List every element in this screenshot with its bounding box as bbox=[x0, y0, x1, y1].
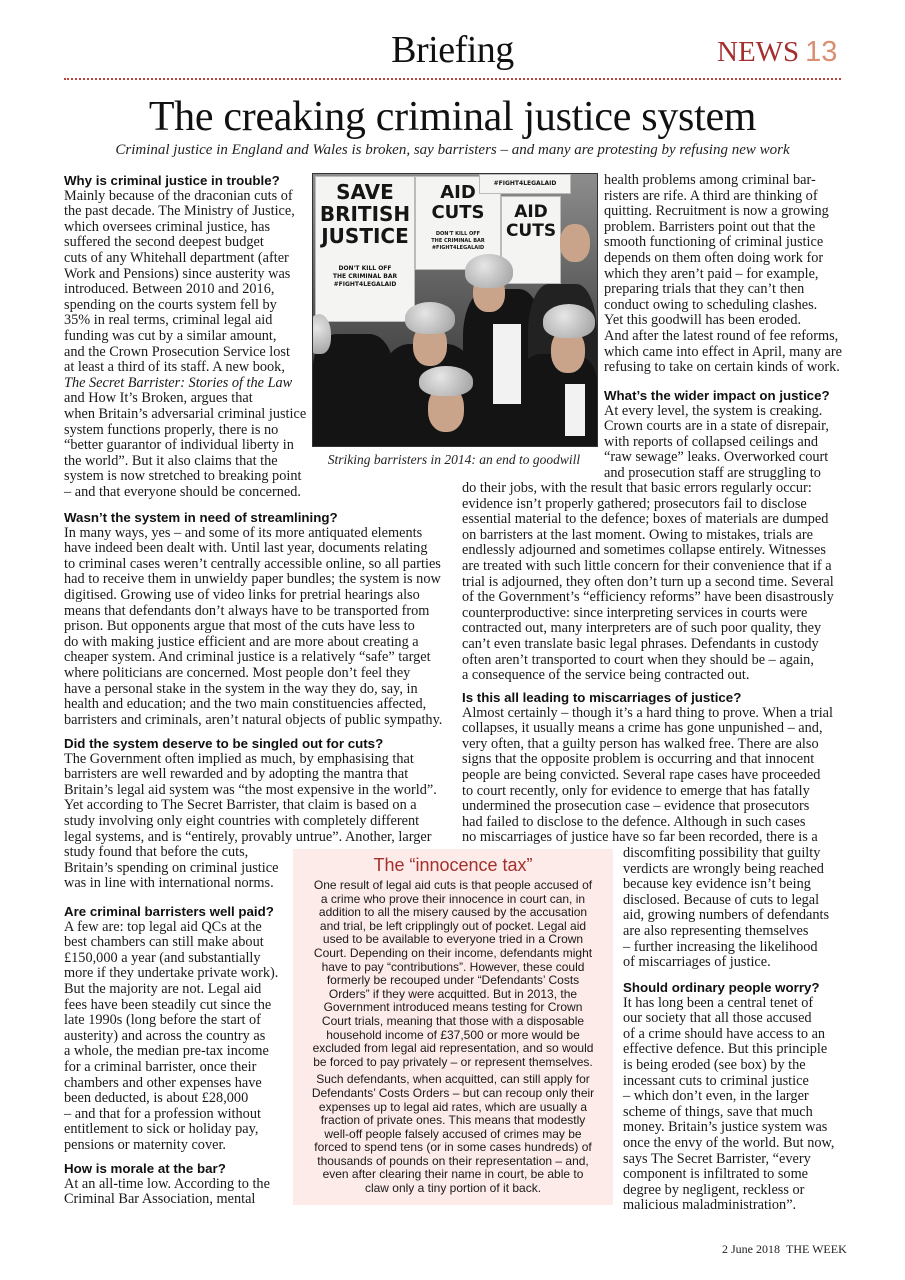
text-line: degree by negligent, reckless or bbox=[623, 1181, 805, 1198]
text-line: where politicians are concerned. Most people don’t feel they bbox=[64, 664, 411, 681]
innocence-tax-box bbox=[293, 849, 613, 1205]
text-line: – and that everyone should be concerned. bbox=[64, 483, 302, 500]
text-line: austerity) and across the country as bbox=[64, 1027, 266, 1044]
text-line: of the Government’s “efficiency reforms” have been disastrously bbox=[462, 589, 834, 606]
text-line: do their jobs, with the result that basic errors regularly occur: bbox=[462, 480, 812, 496]
text-line: preparing trials that they can’t then bbox=[604, 281, 805, 298]
photo-caption: Striking barristers in 2014: an end to goodwill bbox=[327, 452, 581, 467]
text-line: the past decade. The Ministry of Justice, bbox=[64, 203, 295, 220]
text-line: Britain’s legal aid system was “the most expensive in the world”. bbox=[64, 781, 437, 798]
photo-sign-hashtag: #FIGHT4LEGALAID bbox=[479, 174, 571, 194]
text-line: on barristers at the last moment. Owing to mistakes, trials are bbox=[462, 526, 813, 543]
box-line: Court. Depending on their income, defendants might bbox=[313, 945, 593, 960]
text-line: evidence isn’t properly gathered; prosecutors fail to disclose bbox=[462, 495, 807, 512]
text-line: risters are rife. A third are thinking of bbox=[604, 187, 818, 204]
text-line: means that defendants don’t always have to be transported from bbox=[64, 602, 430, 619]
text-line: counterproductive: since interpreting services in courts were bbox=[462, 604, 808, 621]
text-line: cheaper system. And criminal justice is a relatively “safe” target bbox=[64, 649, 431, 666]
page-number: 13 bbox=[805, 36, 838, 68]
text-line: In many ways, yes – and some of its more antiquated elements bbox=[64, 524, 423, 541]
text-line: Almost certainly – though it’s a hard thing to prove. When a trial bbox=[462, 704, 833, 721]
text-line: – further increasing the likelihood bbox=[623, 938, 818, 955]
text-line: have a personal stake in the system in the way they do, say, in bbox=[64, 680, 418, 697]
section-ordinary-people bbox=[623, 980, 845, 1214]
text-line: study involving only eight countries with completely different bbox=[64, 812, 420, 829]
text-line: introduced. Between 2010 and 2016, bbox=[64, 281, 275, 298]
box-line: addition to all the misery caused by the accusation bbox=[318, 905, 588, 920]
text-line: to court recently, only for evidence to emerge that has fatally bbox=[462, 782, 810, 799]
text-line: It has long been a central tenet of bbox=[623, 994, 814, 1011]
text-line: study found that before the cuts, bbox=[64, 844, 249, 861]
box-line: Such defendants, when acquitted, can still apply for bbox=[316, 1072, 590, 1087]
text-line: best chambers can still make about bbox=[64, 934, 264, 951]
publication-name: THE WEEK bbox=[786, 1242, 847, 1256]
photo-bands bbox=[493, 324, 521, 404]
text-line: The Government often implied as much, by emphasising that bbox=[64, 750, 414, 767]
text-line: which they aren’t paid – for example, bbox=[604, 265, 819, 282]
box-line: a crime who prove their innocence in court can, in bbox=[320, 891, 586, 906]
text-line: Yet according to The Secret Barrister, that claim is based on a bbox=[64, 797, 417, 814]
text-line: because key evidence isn’t being bbox=[623, 876, 811, 893]
text-line: refusing to take on certain kinds of work. bbox=[604, 359, 840, 376]
text-line: “better guarantor of individual liberty in bbox=[64, 437, 294, 454]
text-line: scheme of things, save that much bbox=[623, 1103, 813, 1120]
box-line: One result of legal aid cuts is that people accused of bbox=[313, 878, 593, 892]
text-line: once the envy of the world. But now, bbox=[623, 1134, 835, 1151]
box-line: be forced to pay privately – or represent themselves. bbox=[313, 1054, 593, 1069]
text-line: effective defence. But this principle bbox=[623, 1041, 828, 1058]
text-line: At an all-time low. According to the bbox=[64, 1175, 270, 1192]
question-heading: Are criminal barristers well paid? bbox=[64, 904, 274, 919]
header-divider bbox=[64, 78, 841, 80]
text-line: when Britain’s adversarial criminal justice bbox=[64, 405, 307, 422]
text-line: fees have been steadily cut since the bbox=[64, 996, 272, 1013]
box-line: used to be available to everyone tried in a Crown bbox=[322, 932, 584, 947]
section-well-paid bbox=[64, 904, 286, 1154]
section-why-trouble bbox=[64, 173, 307, 500]
text-line: suffered the second deepest budget bbox=[64, 234, 264, 251]
page-footer bbox=[722, 1242, 847, 1257]
box-line: well-off people falsely accused of crimes may be bbox=[324, 1126, 582, 1141]
text-line: prison. But opponents argue that most of the cuts have less to bbox=[64, 618, 415, 635]
section-morale-continued bbox=[604, 173, 844, 376]
text-line: depends on them often doing work for bbox=[604, 249, 824, 266]
text-line: A few are: top legal aid QCs at the bbox=[64, 918, 262, 935]
text-line: component is infiltrated to some bbox=[623, 1166, 809, 1183]
box-line: household income of £37,500 or more would be bbox=[326, 1027, 580, 1042]
text-line: trial is adjourned, they often don’t turn up a second time. Several bbox=[462, 573, 834, 590]
text-line: Work and Pensions) since austerity was bbox=[64, 265, 291, 282]
text-line: for a criminal barrister, once their bbox=[64, 1058, 257, 1075]
text-line: system is now stretched to breaking point bbox=[64, 468, 302, 485]
book-title-line: The Secret Barrister: Stories of the Law bbox=[64, 374, 293, 391]
text-line: can’t even translate basic legal phrases. Defendants in custody bbox=[462, 635, 819, 652]
protest-photo bbox=[312, 173, 598, 447]
standfirst: Criminal justice in England and Wales is broken, say barristers – and many are protesting by refusing new work bbox=[115, 142, 790, 158]
text-line: had to receive them in unwieldy paper bundles; the system is now bbox=[64, 571, 441, 588]
text-line: 35% in real terms, criminal legal aid bbox=[64, 312, 273, 329]
text-line: a whole, the median pre-tax income bbox=[64, 1043, 269, 1060]
photo-wig bbox=[543, 304, 595, 338]
text-line: Crown courts are in a state of disrepair, bbox=[604, 418, 829, 435]
text-line: of miscarriages of justice. bbox=[623, 954, 771, 971]
text-line: And after the latest round of fee reforms, bbox=[604, 327, 839, 344]
section-wider-impact bbox=[604, 388, 844, 482]
photo-sign-aid-cuts: AID CUTS DON'T KILL OFF THE CRIMINAL BAR #FIGHT4LEGALAID bbox=[415, 176, 501, 270]
box-line: Defendants’ Costs Orders – but can recoup only their bbox=[311, 1085, 595, 1100]
section-wider-impact-continued bbox=[462, 481, 844, 684]
question-heading: How is morale at the bar? bbox=[64, 1161, 226, 1176]
text-line: – which don’t even, in the larger bbox=[623, 1088, 809, 1105]
text-line: smooth functioning of criminal justice bbox=[604, 234, 824, 251]
text-line: – and that for a profession without bbox=[64, 1105, 261, 1122]
news-label: NEWS bbox=[717, 36, 800, 68]
text-line: and prosecution staff are struggling to bbox=[604, 464, 821, 481]
text-line: our society that all those accused bbox=[623, 1010, 812, 1027]
section-title: Briefing bbox=[391, 29, 514, 71]
text-line: do with making justice efficient and are more about creating a bbox=[64, 633, 419, 650]
photo-wig bbox=[419, 366, 473, 396]
text-line: Criminal Bar Association, mental bbox=[64, 1191, 256, 1208]
photo-wig bbox=[465, 254, 513, 288]
box-body bbox=[297, 879, 609, 1196]
text-line: digitised. Growing use of video links for pretrial hearings also bbox=[64, 586, 420, 603]
text-line: and How It’s Broken, argues that bbox=[64, 390, 253, 407]
text-line: At every level, the system is creaking. bbox=[604, 402, 823, 419]
box-line: thousands of pounds on their representation – and, bbox=[317, 1153, 589, 1168]
text-line: collapses, it usually means a crime has gone unpunished – and, bbox=[462, 720, 823, 737]
box-line: forced to spend tens (or in some cases hundreds) of bbox=[314, 1140, 592, 1155]
box-line: fraction of private ones. This means that modestly bbox=[320, 1113, 586, 1128]
box-line: claw only a tiny portion of it back. bbox=[364, 1181, 542, 1196]
question-heading: Did the system deserve to be singled out for cuts? bbox=[64, 736, 384, 751]
box-line: Government introduced means testing for Crown bbox=[323, 1000, 583, 1015]
text-line: are treated with such little concern for their convenience that if a bbox=[462, 557, 832, 574]
text-line: entitlement to sick or holiday pay, bbox=[64, 1121, 259, 1138]
text-line: £150,000 a year (and substantially bbox=[64, 949, 261, 966]
text-line: was in line with international norms. bbox=[64, 875, 274, 892]
text-line: essential material to the defence; boxes of materials are dumped bbox=[462, 511, 829, 528]
section-morale bbox=[64, 1161, 286, 1208]
section-miscarriages-continued bbox=[623, 846, 845, 971]
text-line: at least a third of its staff. A new book, bbox=[64, 359, 285, 376]
text-line: the world”. But it also claims that the bbox=[64, 452, 278, 469]
text-line: system functions properly, there is no bbox=[64, 421, 279, 438]
box-line: and trial, be left cripplingly out of pocket. Legal aid bbox=[319, 918, 587, 933]
text-line: malicious maladministration”. bbox=[623, 1197, 797, 1214]
text-line: legal systems, and is “entirely, provably untrue”. Another, larger bbox=[64, 828, 432, 845]
text-line: are also representing themselves bbox=[623, 922, 809, 939]
question-heading: Why is criminal justice in trouble? bbox=[64, 173, 280, 188]
text-line: a consequence of the service being contracted out. bbox=[462, 667, 750, 684]
page-folio bbox=[717, 36, 837, 68]
headline: The creaking criminal justice system bbox=[148, 94, 757, 140]
text-line: conduct owing to scheduling clashes. bbox=[604, 296, 818, 313]
photo-sign-save-british-justice: SAVE BRITISH JUSTICE DON'T KILL OFF THE CRIMINAL BAR #FIGHT4LEGALAID bbox=[315, 176, 415, 322]
box-line: Court trials, meaning that those with a disposable bbox=[321, 1013, 585, 1028]
text-line: contracted out, many interpreters are of such poor quality, they bbox=[462, 620, 822, 637]
text-line: quitting. Recruitment is now a growing bbox=[604, 203, 829, 220]
question-heading: Wasn’t the system in need of streamlining? bbox=[64, 510, 338, 525]
text-line: discomfiting possibility that guilty bbox=[623, 845, 821, 861]
text-line: have indeed been dealt with. Until last year, documents relating bbox=[64, 540, 428, 557]
text-line: pensions or maternity cover. bbox=[64, 1136, 226, 1153]
text-line: health and education; and the two main constituencies affected, bbox=[64, 696, 427, 713]
photo-wig bbox=[405, 302, 455, 334]
text-line: But the majority are not. Legal aid bbox=[64, 980, 262, 997]
question-heading: Is this all leading to miscarriages of justice? bbox=[462, 690, 742, 705]
box-line: excluded from legal aid representation, and so would bbox=[312, 1041, 594, 1056]
text-line: is being eroded (see box) by the bbox=[623, 1056, 806, 1073]
text-line: verdicts are wrongly being reached bbox=[623, 860, 824, 877]
text-line: aid, growing numbers of defendants bbox=[623, 907, 830, 924]
text-line: often aren’t transported to court when they should be – again, bbox=[462, 651, 814, 668]
box-line: expenses up to legal aid rates, which are usually a bbox=[318, 1099, 588, 1114]
text-line: money. Britain’s justice system was bbox=[623, 1119, 828, 1136]
text-line: Yet this goodwill has been eroded. bbox=[604, 312, 802, 329]
photo-bands bbox=[565, 384, 585, 436]
box-line: even after clearing their name in court, be able to bbox=[322, 1167, 584, 1182]
text-line: very often, that a guilty person has walked free. There are also bbox=[462, 735, 819, 752]
text-line: to criminal cases weren’t centrally accessible online, so all parties bbox=[64, 555, 441, 572]
section-streamlining bbox=[64, 510, 446, 728]
text-line: barristers and criminals, aren’t natural objects of public sympathy. bbox=[64, 711, 443, 728]
text-line: of a crime should have access to an bbox=[623, 1025, 826, 1042]
text-line: health problems among criminal bar- bbox=[604, 172, 816, 188]
text-line: and the Crown Prosecution Service lost bbox=[64, 343, 290, 360]
text-line: no miscarriages of justice have so far been recorded, there is a bbox=[462, 829, 818, 846]
text-line: chambers and other expenses have bbox=[64, 1074, 262, 1091]
text-line: late 1990s (long before the start of bbox=[64, 1012, 261, 1029]
question-heading: What’s the wider impact on justice? bbox=[604, 388, 830, 403]
question-heading: Should ordinary people worry? bbox=[623, 980, 820, 995]
text-line: signs that the opposite problem is occurring and that innocent bbox=[462, 751, 815, 768]
text-line: spending on the courts system fell by bbox=[64, 296, 277, 313]
text-line: more if they undertake private work). bbox=[64, 965, 279, 982]
box-line: Orders” if they were acquitted. But in 2013, the bbox=[328, 986, 578, 1001]
box-line: have to pay “contributions”. However, these could bbox=[321, 959, 585, 974]
text-line: funding was cut by a similar amount, bbox=[64, 327, 277, 344]
text-line: had failed to disclose to the defence. Although in such cases bbox=[462, 813, 806, 830]
text-line: says The Secret Barrister, “every bbox=[623, 1150, 811, 1167]
text-line: Britain’s spending on criminal justice bbox=[64, 859, 279, 876]
section-miscarriages bbox=[462, 690, 844, 846]
text-line: barristers are well rewarded and by adopting the mantra that bbox=[64, 766, 409, 783]
text-line: incessant cuts to criminal justice bbox=[623, 1072, 809, 1089]
text-line: which came into effect in April, many are bbox=[604, 343, 842, 360]
text-line: undermined the prosecution case – evidence that prosecutors bbox=[462, 798, 810, 815]
photo-sign-aid-cuts-2: AID CUTS bbox=[501, 196, 561, 284]
text-line: been deducted, is about £28,000 bbox=[64, 1090, 249, 1107]
text-line: people are being convicted. Several rape cases have proceeded bbox=[462, 766, 821, 783]
text-line: “raw sewage” leaks. Overworked court bbox=[604, 449, 829, 466]
text-line: Mainly because of the draconian cuts of bbox=[64, 187, 293, 204]
photo-face bbox=[560, 224, 590, 262]
box-line: formerly be recouped under “Defendants’ Costs bbox=[326, 973, 580, 988]
text-line: problem. Barristers point out that the bbox=[604, 218, 816, 235]
text-line: which oversees criminal justice, has bbox=[64, 218, 271, 235]
text-line: with reports of collapsed ceilings and bbox=[604, 433, 818, 450]
text-line: endlessly adjourned and sometimes collapse entirely. Witnesses bbox=[462, 542, 826, 559]
box-title: The “innocence tax” bbox=[373, 855, 533, 875]
text-line: disclosed. Because of cuts to legal bbox=[623, 891, 820, 908]
issue-date: 2 June 2018 bbox=[722, 1242, 780, 1256]
text-line: cuts of any Whitehall department (after bbox=[64, 249, 289, 266]
